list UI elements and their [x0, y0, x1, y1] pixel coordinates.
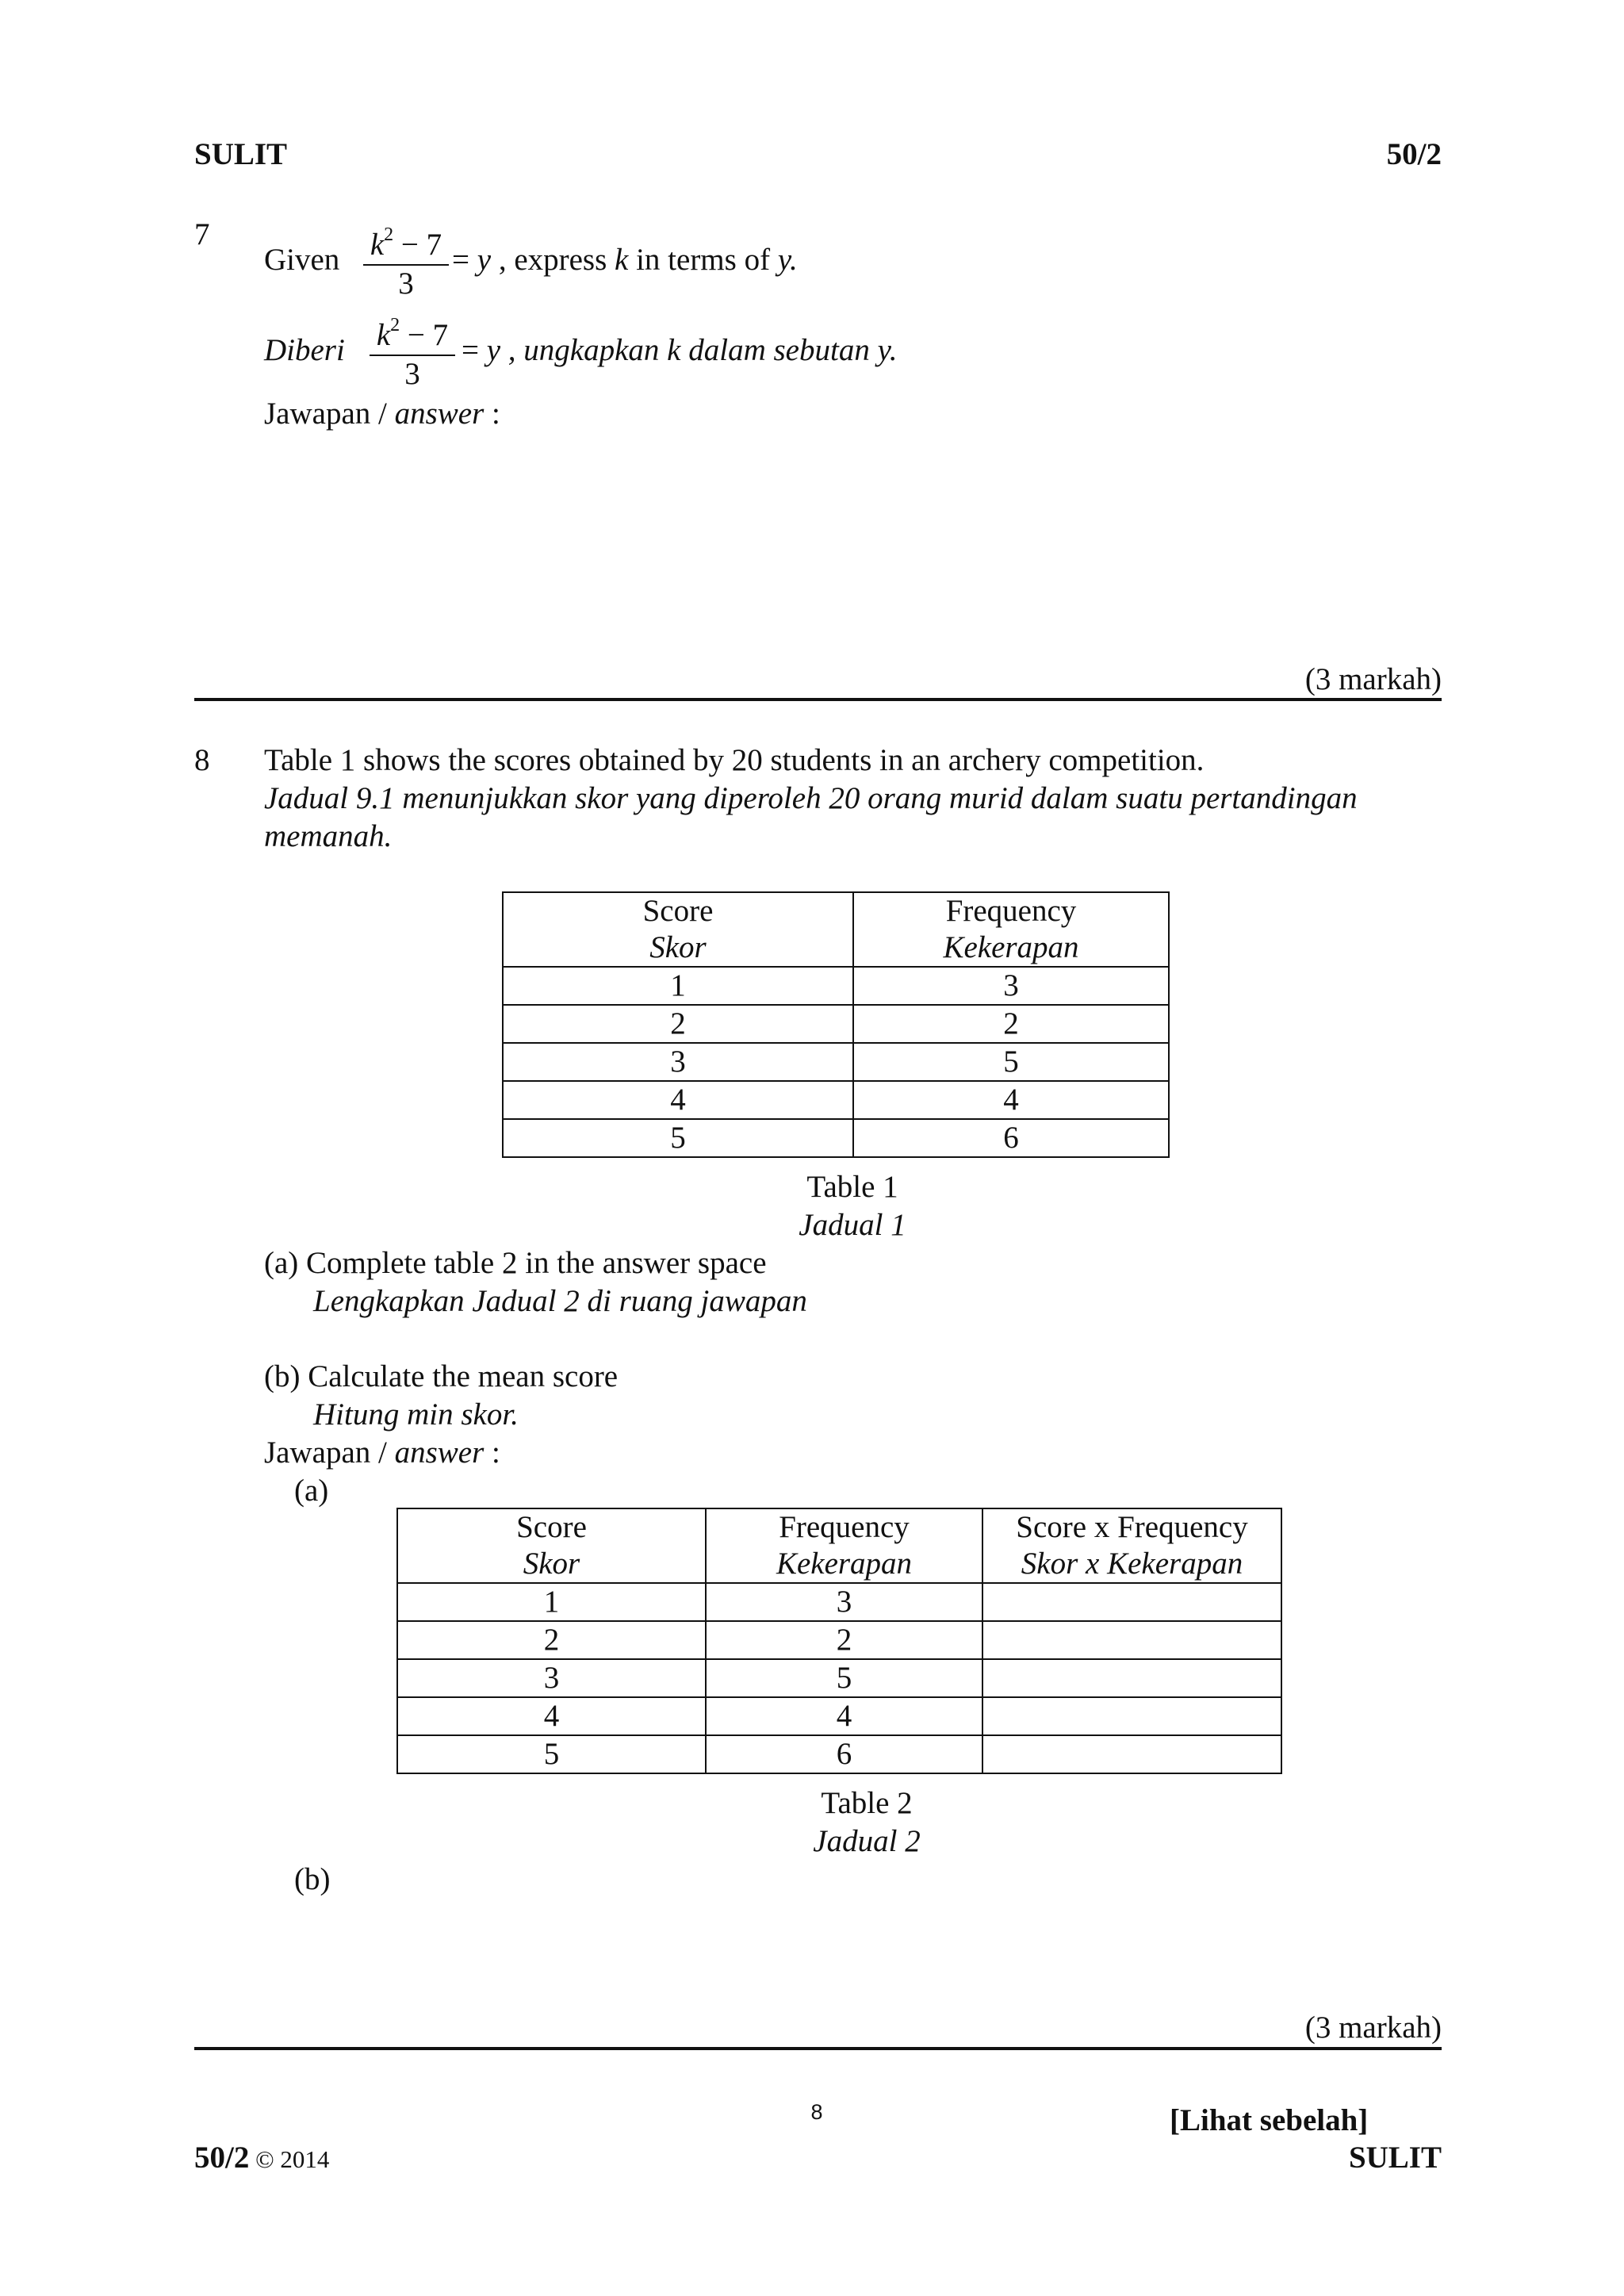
q7-frac-den: 3	[398, 266, 414, 301]
header-right-code: 50/2	[1386, 137, 1442, 171]
footer-lihat-sebelah: [Lihat sebelah]	[1170, 2103, 1369, 2137]
q7-frac-num-exp: 2	[384, 224, 394, 245]
q7-given-word: Given	[264, 243, 340, 277]
table1-caption-en: Table 1	[806, 1170, 898, 1204]
answer-cell[interactable]	[982, 1697, 1281, 1735]
q7-divider	[194, 698, 1442, 701]
q8-part-a-en: (a) Complete table 2 in the answer space	[264, 1246, 767, 1280]
q8-label-a: (a)	[294, 1474, 329, 1508]
table-row: 3 5	[397, 1659, 1281, 1697]
table1-header-frequency: Frequency Kekerapan	[853, 892, 1169, 967]
table-2	[396, 1508, 1282, 1774]
table-row: 3 5	[503, 1043, 1169, 1081]
q7-fraction	[363, 217, 449, 302]
table-row: 2 2	[503, 1005, 1169, 1043]
table1-header-score: Score Skor	[503, 892, 853, 967]
answer-cell[interactable]	[982, 1659, 1281, 1697]
q8-part-a-ms: Lengkapkan Jadual 2 di ruang jawapan	[313, 1284, 807, 1318]
q8-jawapan-label: Jawapan / answer :	[264, 1435, 500, 1470]
table2-caption-ms: Jadual 2	[813, 1824, 921, 1858]
table-row: 1 3	[397, 1583, 1281, 1621]
table2-header-score-x-frequency: Score x Frequency Skor x Kekerapan	[982, 1508, 1281, 1583]
table-row: 1 3	[503, 967, 1169, 1005]
q8-marks: (3 markah)	[1304, 2010, 1442, 2045]
table-row: 5 6	[503, 1119, 1169, 1157]
footer-sulit: SULIT	[1348, 2141, 1442, 2175]
table-row: 5 6	[397, 1735, 1281, 1773]
page-number: 8	[810, 2100, 823, 2124]
table2-header-frequency: Frequency Kekerapan	[706, 1508, 982, 1583]
table2-header-score: Score Skor	[397, 1508, 706, 1583]
table-1	[502, 891, 1170, 1158]
q8-intro-en: Table 1 shows the scores obtained by 20 students in an archery competition.	[264, 743, 1205, 777]
q7-given-tail: = y , express k in terms of y.	[452, 243, 798, 277]
q7-fraction-ms: $k^2 - 7$ 3	[370, 308, 455, 393]
q7-diberi-word: Diberi	[264, 333, 345, 367]
answer-cell[interactable]	[982, 1735, 1281, 1773]
q7-marks: (3 markah)	[1304, 662, 1442, 696]
q7-jawapan-label: Jawapan / answer :	[264, 397, 500, 431]
footer-code: 50/2 © 2014	[194, 2141, 330, 2175]
q8-intro-ms-line2: memanah.	[264, 819, 393, 853]
table1-caption-ms: Jadual 1	[799, 1208, 906, 1242]
q8-part-b-ms: Hitung min skor.	[313, 1397, 519, 1432]
q8-label-b: (b)	[294, 1862, 331, 1896]
table-row: 4 4	[397, 1697, 1281, 1735]
question-7-number: 7	[194, 217, 210, 251]
q8-divider	[194, 2047, 1442, 2050]
table2-caption-en: Table 2	[821, 1786, 913, 1820]
table-row: 4 4	[503, 1081, 1169, 1119]
answer-cell[interactable]	[982, 1583, 1281, 1621]
q7-frac-num-base: k	[370, 228, 385, 262]
q8-part-b-en: (b) Calculate the mean score	[264, 1359, 619, 1393]
answer-cell[interactable]	[982, 1621, 1281, 1659]
q8-intro-ms-line1: Jadual 9.1 menunjukkan skor yang diperoleh 20 orang murid dalam suatu pertandingan	[264, 781, 1358, 815]
q7-diberi-tail: = y , ungkapkan k dalam sebutan y.	[462, 333, 898, 367]
question-8-number: 8	[194, 743, 210, 777]
q7-frac-num-rest: − 7	[393, 228, 442, 262]
header-left-label: SULIT	[194, 137, 288, 171]
table-row: 2 2	[397, 1621, 1281, 1659]
